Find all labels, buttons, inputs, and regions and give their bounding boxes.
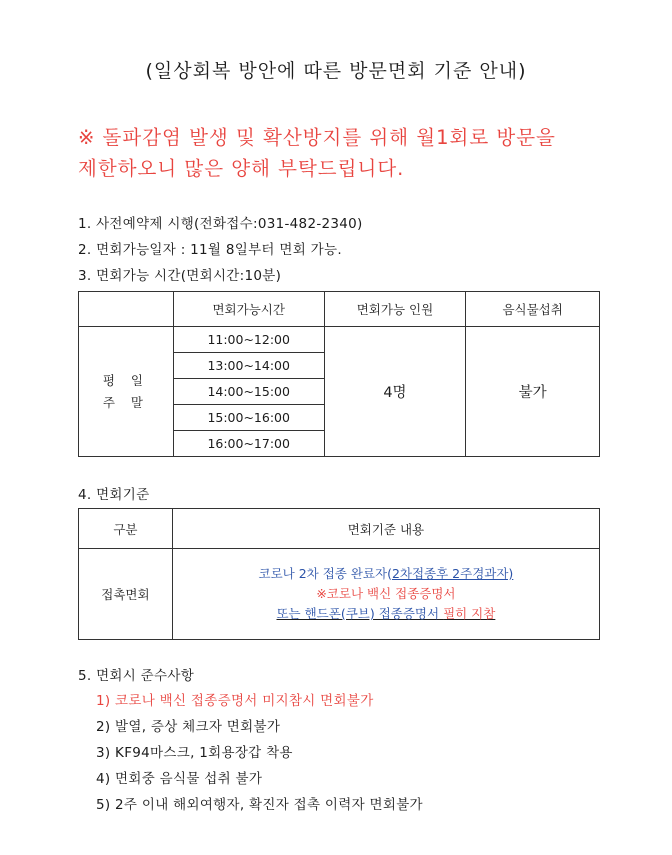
schedule-header-blank bbox=[79, 292, 174, 327]
notice-line-1: ※ 돌파감염 발생 및 확산방지를 위해 월1회로 방문을 bbox=[78, 126, 556, 149]
schedule-table bbox=[78, 291, 600, 457]
schedule-header-capacity: 면회가능 인원 bbox=[324, 292, 466, 327]
criteria-row-label: 접촉면회 bbox=[79, 549, 173, 640]
rule-item: 1) 코로나 백신 접종증명서 미지참시 면회불가 bbox=[96, 693, 374, 709]
criteria-header-row bbox=[79, 509, 600, 549]
rule-item: 5) 2주 이내 해외여행자, 확진자 접촉 이력자 면회불가 bbox=[96, 797, 423, 813]
criteria-line-3-a: 또는 핸드폰(쿠브) 접종증명서 bbox=[276, 606, 444, 621]
item-visit-date: 2. 면회가능일자 : 11월 8일부터 면회 가능. bbox=[78, 242, 342, 258]
criteria-content bbox=[172, 549, 599, 640]
rule-item: 2) 발열, 증상 체크자 면회불가 bbox=[96, 719, 281, 735]
criteria-line-2: ※코로나 백신 접종증명서 bbox=[316, 586, 456, 601]
weekend-label: 주 말 bbox=[102, 394, 149, 410]
criteria-line-1-a: 코로나 2차 접종 완료자( bbox=[258, 566, 392, 581]
page-title: (일상회복 방안에 따른 방문면회 기준 안내) bbox=[145, 60, 527, 82]
rule-item: 4) 면회중 음식물 섭취 불가 bbox=[96, 771, 263, 787]
item-visit-time: 3. 면회가능 시간(면회시간:10분) bbox=[78, 268, 282, 284]
criteria-line-1-b: 2차접종후 2주경과자) bbox=[391, 566, 514, 581]
schedule-row-label bbox=[79, 327, 174, 457]
criteria-line-3-b: 필히 지참 bbox=[443, 606, 496, 621]
criteria-header-content: 면회기준 내용 bbox=[172, 509, 599, 549]
time-slot: 15:00~16:00 bbox=[173, 405, 324, 431]
criteria-table bbox=[78, 508, 600, 640]
rule-item: 3) KF94마스크, 1회용장갑 착용 bbox=[96, 745, 293, 761]
criteria-line-1 bbox=[173, 564, 599, 584]
schedule-header-food: 음식물섭취 bbox=[466, 292, 600, 327]
schedule-header-row bbox=[79, 292, 600, 327]
schedule-header-time: 면회가능시간 bbox=[173, 292, 324, 327]
section-5-title: 5. 면회시 준수사항 bbox=[78, 668, 195, 684]
table-row bbox=[79, 549, 600, 640]
time-slot: 13:00~14:00 bbox=[173, 353, 324, 379]
time-slot: 11:00~12:00 bbox=[173, 327, 324, 353]
capacity-cell: 4명 bbox=[324, 327, 466, 457]
criteria-header-category: 구분 bbox=[79, 509, 173, 549]
table-row bbox=[79, 327, 600, 353]
criteria-line-3 bbox=[173, 604, 599, 624]
weekday-label: 평 일 bbox=[102, 372, 149, 388]
item-reservation: 1. 사전예약제 시행(전화접수:031-482-2340) bbox=[78, 216, 363, 232]
food-cell: 불가 bbox=[466, 327, 600, 457]
notice-line-2: 제한하오니 많은 양해 부탁드립니다. bbox=[78, 157, 405, 180]
time-slot: 16:00~17:00 bbox=[173, 431, 324, 457]
section-4-title: 4. 면회기준 bbox=[78, 487, 150, 503]
time-slot: 14:00~15:00 bbox=[173, 379, 324, 405]
